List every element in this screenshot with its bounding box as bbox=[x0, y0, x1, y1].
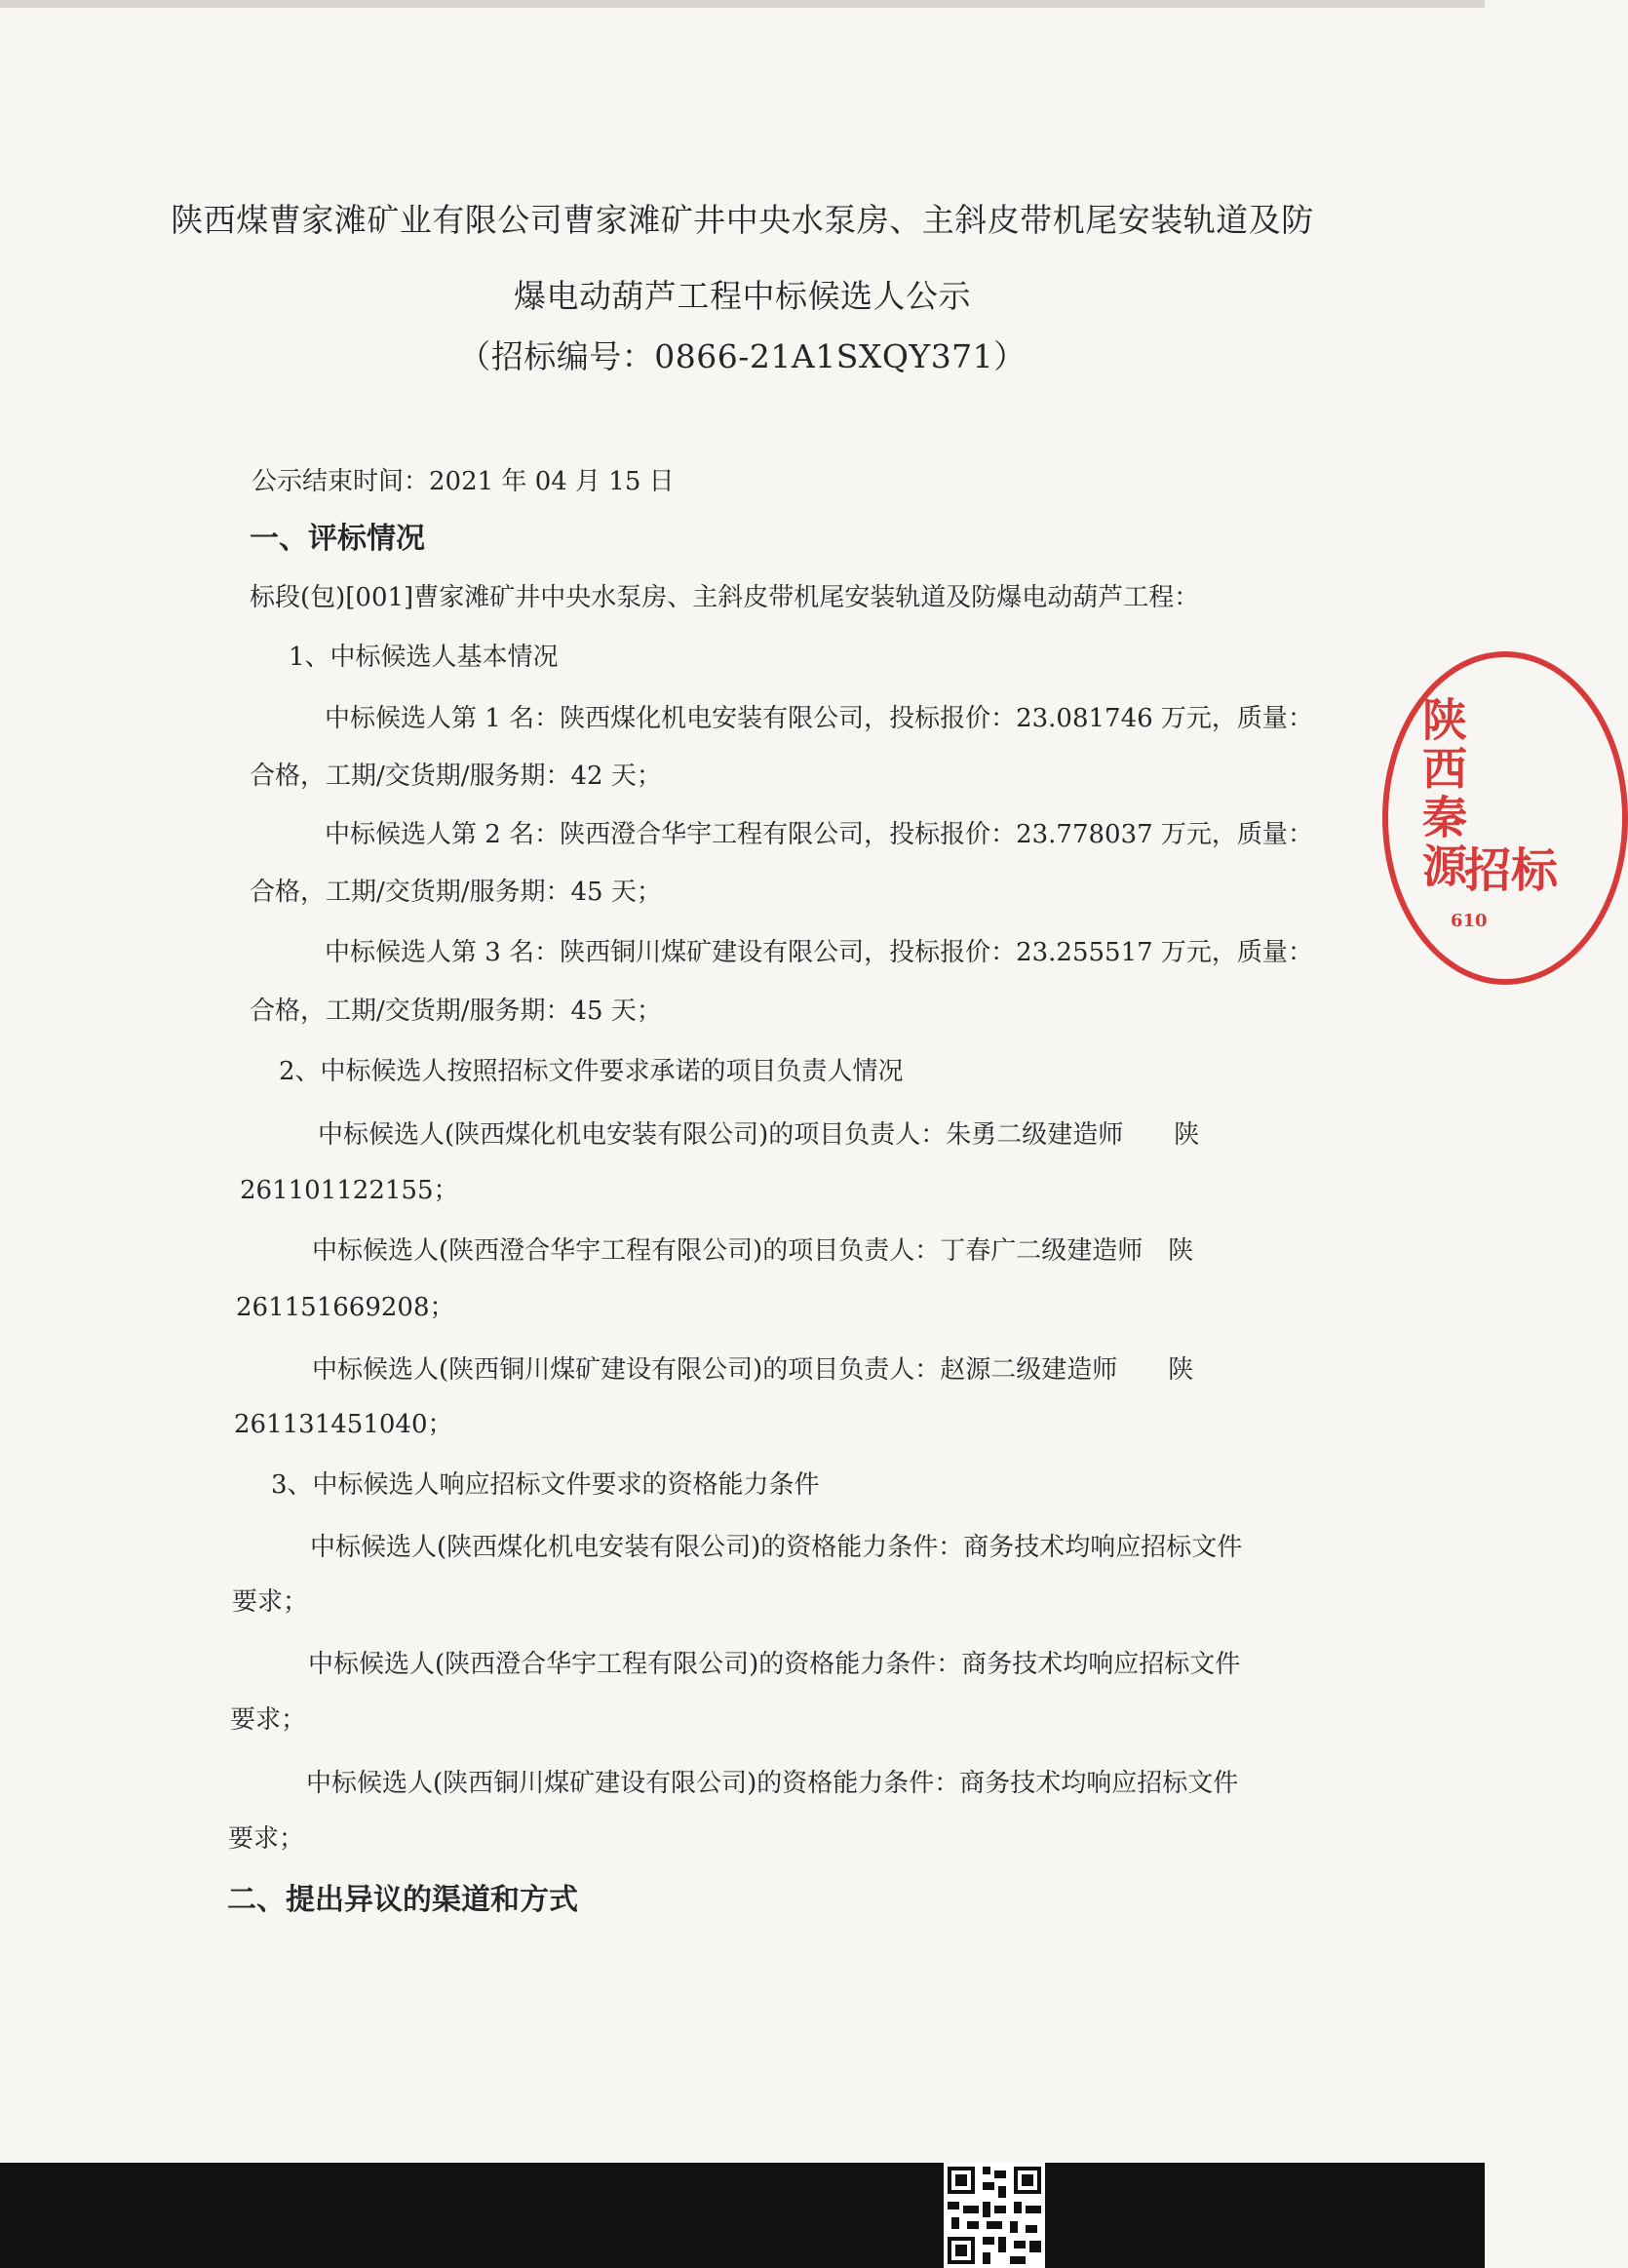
qualification1-line1: 中标候选人(陕西煤化机电安装有限公司)的资格能力条件：商务技术均响应招标文件 bbox=[310, 1533, 1243, 1562]
candidate2-line1: 中标候选人第 2 名：陕西澄合华宇工程有限公司，投标报价：23.778037 万元，质量： bbox=[325, 820, 1313, 849]
candidate3-line2: 合格，工期/交货期/服务期：45 天； bbox=[250, 997, 662, 1026]
qualification3-line2: 要求； bbox=[228, 1824, 305, 1854]
manager3-line1: 中标候选人(陕西铜川煤矿建设有限公司)的项目负责人：赵源二级建造师 陕 bbox=[312, 1355, 1194, 1385]
publication-end-time: 公示结束时间：2021 年 04 月 15 日 bbox=[252, 467, 675, 496]
doc-title-line1: 陕西煤曹家滩矿业有限公司曹家滩矿井中央水泵房、主斜皮带机尾安装轨道及防 bbox=[171, 201, 1314, 239]
scan-edge-bottom bbox=[0, 2163, 1485, 2268]
qualification1-line2: 要求； bbox=[232, 1587, 309, 1617]
doc-title-line2: 爆电动葫芦工程中标候选人公示 bbox=[514, 277, 971, 315]
candidate3-line1: 中标候选人第 3 名：陕西铜川煤矿建设有限公司，投标报价：23.255517 万元，质量： bbox=[325, 938, 1313, 967]
sub1-heading: 1、中标候选人基本情况 bbox=[289, 643, 559, 672]
lot-description: 标段(包)[001]曹家滩矿井中央水泵房、主斜皮带机尾安装轨道及防爆电动葫芦工程： bbox=[250, 583, 1200, 612]
sub2-heading: 2、中标候选人按照招标文件要求承诺的项目负责人情况 bbox=[279, 1057, 904, 1086]
manager2-line2: 261151669208； bbox=[236, 1293, 455, 1322]
manager1-line1: 中标候选人(陕西煤化机电安装有限公司)的项目负责人：朱勇二级建造师 陕 bbox=[318, 1120, 1200, 1150]
qr-code-icon bbox=[944, 2163, 1045, 2268]
qualification3-line1: 中标候选人(陕西铜川煤矿建设有限公司)的资格能力条件：商务技术均响应招标文件 bbox=[306, 1769, 1239, 1798]
manager3-line2: 261131451040； bbox=[234, 1410, 453, 1439]
seal-text-main: 招标 bbox=[1464, 843, 1559, 898]
candidate1-line2: 合格，工期/交货期/服务期：42 天； bbox=[250, 762, 662, 791]
seal-text-vertical: 陕西秦源 bbox=[1415, 696, 1468, 891]
tender-number: （招标编号：0866-21A1SXQY371） bbox=[458, 337, 1027, 375]
scan-edge-top bbox=[0, 0, 1485, 8]
candidate2-line2: 合格，工期/交货期/服务期：45 天； bbox=[250, 878, 662, 907]
seal-code: 610 bbox=[1451, 911, 1488, 931]
qualification2-line2: 要求； bbox=[230, 1705, 307, 1735]
candidate1-line1: 中标候选人第 1 名：陕西煤化机电安装有限公司，投标报价：23.081746 万元，质量： bbox=[325, 704, 1313, 733]
section1-heading: 一、评标情况 bbox=[250, 522, 425, 556]
qualification2-line1: 中标候选人(陕西澄合华宇工程有限公司)的资格能力条件：商务技术均响应招标文件 bbox=[308, 1650, 1241, 1679]
sub3-heading: 3、中标候选人响应招标文件要求的资格能力条件 bbox=[271, 1470, 820, 1500]
official-seal bbox=[1382, 651, 1628, 985]
section2-heading: 二、提出异议的渠道和方式 bbox=[227, 1883, 578, 1917]
manager1-line2: 261101122155； bbox=[240, 1176, 459, 1205]
manager2-line1: 中标候选人(陕西澄合华宇工程有限公司)的项目负责人：丁春广二级建造师 陕 bbox=[312, 1236, 1194, 1266]
